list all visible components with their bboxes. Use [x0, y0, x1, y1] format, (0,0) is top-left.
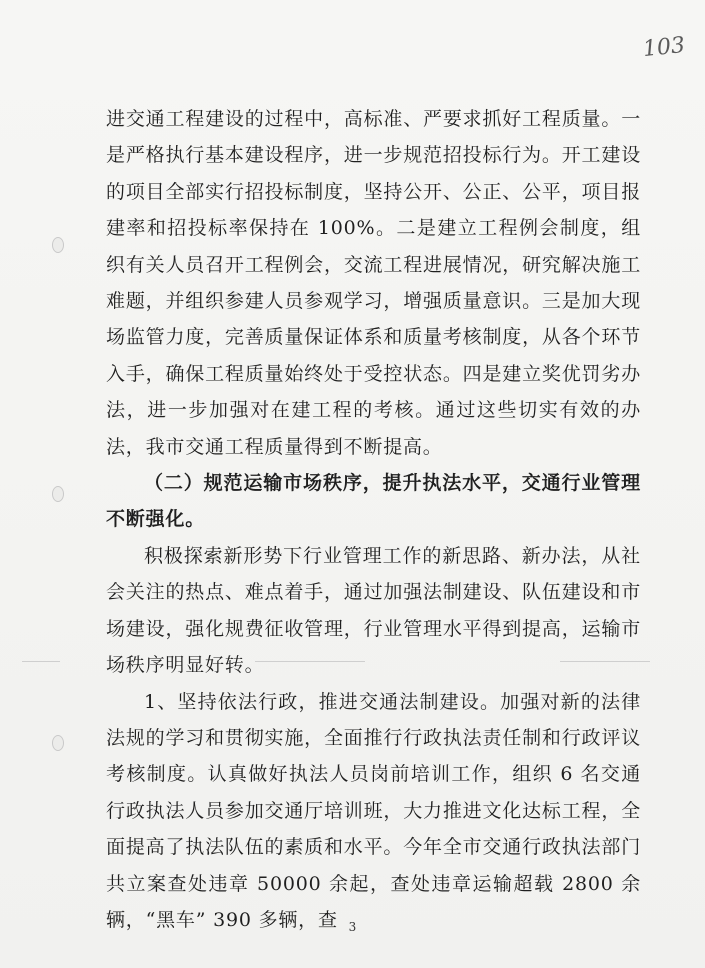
paragraph-industry-management: 积极探索新形势下行业管理工作的新思路、新办法，从社会关注的热点、难点着手，通过加强法制建设、队伍建设和市场建设，强化规费征收管理，行业管理水平得到提高，运输市场秩序明显好转。 [106, 544, 641, 677]
handwritten-page-note: 103 [641, 32, 687, 63]
binding-hole [52, 486, 64, 502]
section-heading: （二）规范运输市场秩序，提升执法水平，交通行业管理不断强化。 [106, 472, 641, 531]
binding-hole [52, 237, 64, 253]
document-body [106, 101, 641, 938]
paragraph-legal-administration: 1、坚持依法行政，推进交通法制建设。加强对新的法律法规的学习和贯彻实施，全面推行行政执法责任制和行政评议考核制度。认真做好执法人员岗前培训工作，组织 6 名交通行政执法人员参加交通厅培训班，大力推进文化达标工程，全面提高了执法队伍的素质和水平。今年全市交通行政执法部门共立案查处违章 50000 余起，查处违章运输超载 2800 余辆，“黑车” 390 多辆，查 [106, 690, 641, 931]
page-number: 3 [348, 920, 357, 934]
paragraph-engineering-quality: 进交通工程建设的过程中，高标准、严要求抓好工程质量。一是严格执行基本建设程序，进一步规范招投标行为。开工建设的项目全部实行招投标制度，坚持公开、公正、公平，项目报建率和招投标率保持在 100%。二是建立工程例会制度，组织有关人员召开工程例会，交流工程进展情况，研究解决施工难题，并组织参建人员参观学习，增强质量意识。三是加大现场监管力度，完善质量保证体系和质量考核制度，从各个环节入手，确保工程质量始终处于受控状态。四是建立奖优罚劣办法，进一步加强对在建工程的考核。通过这些切实有效的办法，我市交通工程质量得到不断提高。 [106, 108, 641, 458]
scan-artifact [22, 661, 60, 662]
binding-hole [52, 735, 64, 751]
